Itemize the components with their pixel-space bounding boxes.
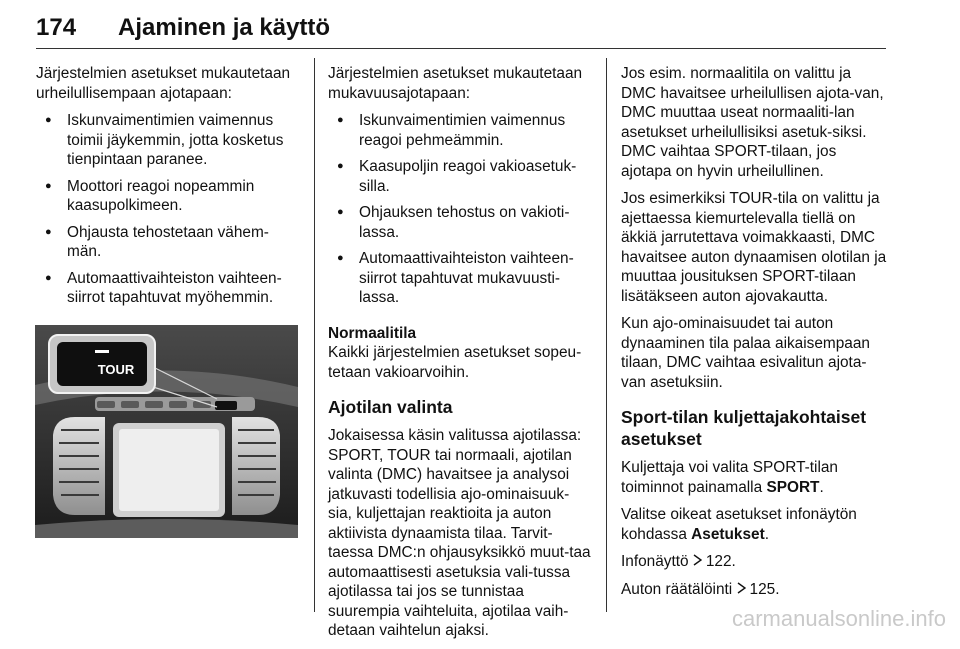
tour-effects-list — [328, 111, 592, 308]
list-item: ● Ohjausta tehostetaan vähem-män. — [36, 223, 300, 262]
list-item: ● Kaasupoljin reagoi vakioasetuk-silla. — [328, 157, 592, 196]
settings-menu-term: Asetukset — [691, 525, 765, 543]
list-item: ● Ohjauksen tehostus on vakioti-lassa. — [328, 203, 592, 242]
watermark: carmanualsonline.info — [731, 606, 946, 631]
cross-reference[interactable]: Auton räätälöinti 125. — [621, 580, 780, 598]
page-number: 174 — [36, 14, 77, 41]
col2-intro: Järjestelmien asetukset mukautetaan mukavuusajotapaan: — [328, 65, 583, 102]
list-item: ● Automaattivaihteiston vaihteen-siirrot tapahtuvat mukavuusti-lassa. — [328, 249, 592, 308]
column-divider-2 — [606, 58, 607, 612]
col3-paragraph-3: Kun ajo-ominaisuudet tai auton dynaaminen tila palaa aikaisempaan tilaan, DMC vaihtaa esivalitun ajota-van asetuksiin. — [621, 315, 870, 391]
cross-reference[interactable]: Infonäyttö 122. — [621, 553, 736, 570]
page-header — [36, 6, 886, 48]
sport-settings-heading: Sport-tilan kuljettajakohtaiset asetukset — [621, 407, 867, 449]
col3-paragraph-2: Jos esimerkiksi TOUR-tila on valittu ja ajettaessa kiemurtelevalla tiellä on äkkiä jarrutettava voimakkaasti, DMC havaitsee auton dynaamisen olotilan ja muuttaa jousituksen SPORT-tilaan lisätäkseen auton ajovakautta. — [621, 190, 887, 305]
col3-paragraph-4: Kuljettaja voi valita SPORT-tilan toiminnot painamalla SPORT. — [621, 459, 838, 496]
col3-paragraph-1: Jos esim. normaalitila on valittu ja DMC havaitsee urheilullisen ajota-van, DMC muuttaa useat normaaliti-lan asetukset urheilullisiksi asetuk-siksi. DMC vaihtaa SPORT-tilaan, jos ajotapa on hyvin urheilullinen. — [621, 65, 884, 180]
list-item: ● Automaattivaihteiston vaihteen-siirrot tapahtuvat myöhemmin. — [36, 269, 300, 308]
tour-button-illustration — [35, 325, 298, 538]
section-heading: Ajotilan valinta — [328, 397, 453, 417]
column-1 — [36, 64, 300, 349]
sport-effects-list — [36, 111, 300, 308]
normal-heading: Normaalitila — [328, 324, 417, 342]
chapter-title: Ajaminen ja käyttö — [118, 14, 331, 41]
column-divider-1 — [314, 58, 315, 612]
column-2 — [328, 64, 592, 649]
col1-intro: Järjestelmien asetukset mukautetaan urheilullisempaan ajotapaan: — [36, 65, 291, 102]
header-rule — [36, 48, 886, 49]
page-reference-arrow-icon — [737, 580, 746, 600]
page-reference-arrow-icon — [693, 552, 702, 572]
sport-button-term: SPORT — [766, 478, 820, 496]
normal-text: Kaikki järjestelmien asetukset sopeu-tetaan vakioarvoihin. — [328, 344, 582, 381]
list-item: ● Moottori reagoi nopeammin kaasupolkimeen. — [36, 177, 300, 216]
col3-paragraph-5: Valitse oikeat asetukset infonäytön kohdassa Asetukset. — [621, 506, 857, 543]
list-item: ● Iskunvaimentimien vaimennus toimii jäykemmin, jotta kosketus tienpintaan paranee. — [36, 111, 300, 170]
section-text: Jokaisessa käsin valitussa ajotilassa: SPORT, TOUR tai normaali, ajotilan valinta (DMC) havaitsee ja analysoi jatkuvasti todellisia ajo-ominaisuuk-sia, kuljettajan reaktioita ja auton aktiivista dynaamista tilaa. Tarvit-taessa DMC:n ohjausyksikkö muut-taa automaattisesti asetuksia vali-tussa ajotilassa tai jos se tunnistaa suurempia vaihteluita, ajotilaa vaih-detaan vaihtelun ajaksi. — [328, 427, 591, 639]
list-item: ● Iskunvaimentimien vaimennus reagoi pehmeämmin. — [328, 111, 592, 150]
column-3 — [621, 64, 889, 607]
tour-button-label: TOUR — [97, 362, 135, 377]
